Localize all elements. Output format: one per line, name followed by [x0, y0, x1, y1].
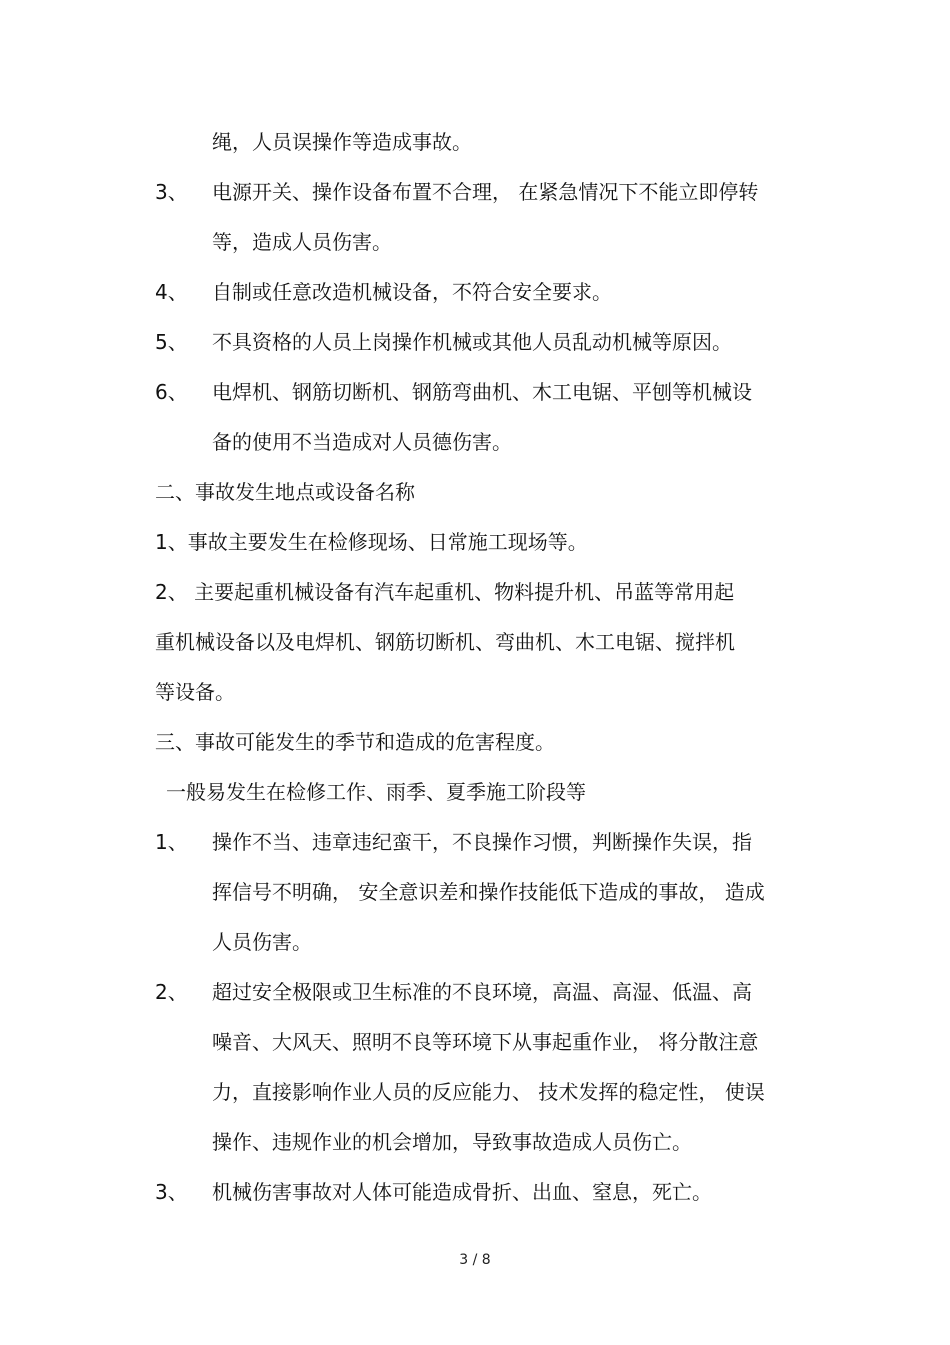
list-item-continuation: 力，直接影响作业人员的反应能力、 技术发挥的稳定性， 使误 [212, 1080, 765, 1104]
section-heading: 二、事故发生地点或设备名称 [155, 480, 415, 504]
list-item-number: 6、 [155, 380, 188, 404]
list-item-text: 电源开关、操作设备布置不合理， 在紧急情况下不能立即停转 [212, 180, 759, 204]
paragraph-line: 重机械设备以及电焊机、钢筋切断机、弯曲机、木工电锯、搅拌机 [155, 630, 735, 654]
paragraph-line: 等设备。 [155, 680, 235, 704]
list-item-number: 4、 [155, 280, 188, 304]
list-item-continuation: 挥信号不明确， 安全意识差和操作技能低下造成的事故， 造成 [212, 880, 765, 904]
page-number: 3 / 8 [459, 1252, 491, 1268]
list-item-continuation: 人员伤害。 [212, 930, 312, 954]
list-item-number: 3、 [155, 1180, 188, 1204]
list-item-number: 5、 [155, 330, 188, 354]
section-heading: 三、事故可能发生的季节和造成的危害程度。 [155, 730, 555, 754]
list-item-text: 电焊机、钢筋切断机、钢筋弯曲机、木工电锯、平刨等机械设 [212, 380, 752, 404]
list-item-text: 不具资格的人员上岗操作机械或其他人员乱动机械等原因。 [212, 330, 732, 354]
list-item-text: 超过安全极限或卫生标准的不良环境，高温、高湿、低温、高 [212, 980, 752, 1004]
list-item-continuation: 操作、违规作业的机会增加，导致事故造成人员伤亡。 [212, 1130, 692, 1154]
paragraph-line: 一般易发生在检修工作、雨季、夏季施工阶段等 [166, 780, 586, 804]
list-item-number: 1、 [155, 830, 188, 854]
paragraph-line: 2、 主要起重机械设备有汽车起重机、物料提升机、吊蓝等常用起 [155, 580, 735, 604]
list-item-text: 机械伤害事故对人体可能造成骨折、出血、窒息，死亡。 [212, 1180, 712, 1204]
list-item-continuation: 等，造成人员伤害。 [212, 230, 392, 254]
list-item-text: 自制或任意改造机械设备，不符合安全要求。 [212, 280, 612, 304]
list-item-continuation: 噪音、大风天、照明不良等环境下从事起重作业， 将分散注意 [212, 1030, 759, 1054]
list-item-number: 3、 [155, 180, 188, 204]
list-item-continuation: 绳，人员误操作等造成事故。 [212, 130, 472, 154]
list-item-continuation: 备的使用不当造成对人员德伤害。 [212, 430, 512, 454]
list-item-number: 2、 [155, 980, 188, 1004]
paragraph-line: 1、事故主要发生在检修现场、日常施工现场等。 [155, 530, 588, 554]
list-item-text: 操作不当、违章违纪蛮干，不良操作习惯，判断操作失误，指 [212, 830, 752, 854]
